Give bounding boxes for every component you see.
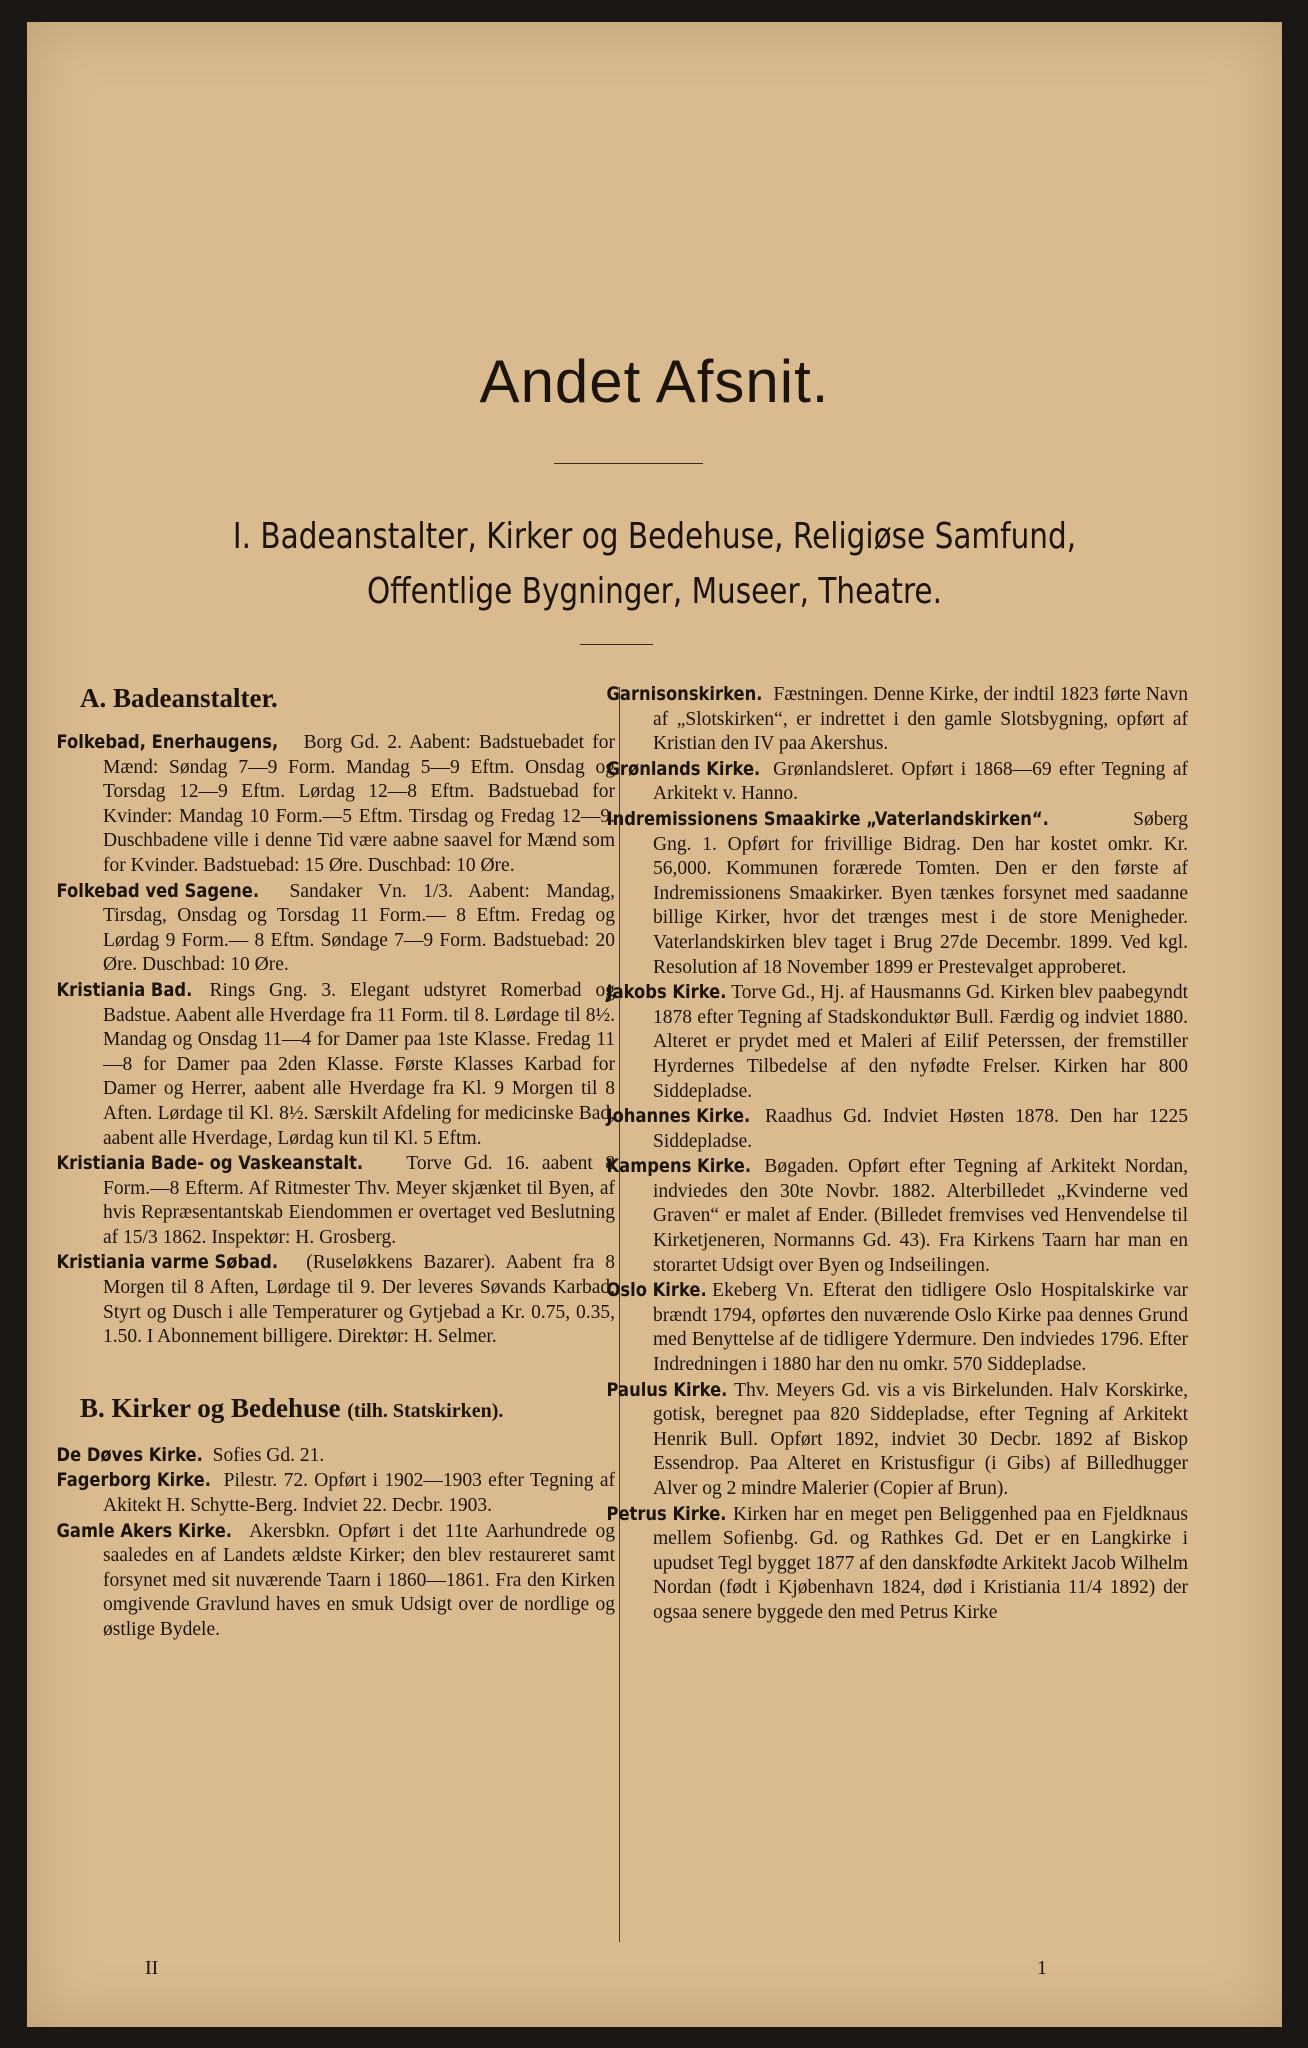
page-number: 1 (1037, 1957, 1047, 1979)
entry-text: Fæstningen. Denne Kirke, der indtil 1823 førte Navn af „Slotskirken“, er indrettet i den gamle Slotsbygning, opført af Kristian den IV paa Akershus. (653, 684, 1188, 755)
title-divider (554, 463, 703, 464)
entry-text: Thv. Meyers Gd. vis a vis Birkelunden. Halv Korskirke, gotisk, beregnet paa 820 Siddepladse, efter Tegning af Arkitekt Henrik Bull. Opført 1892, indviet 30 Decbr. 1892 af Biskop Essendrop. Paa Alteret en Kristusfigur (i Gibs) af Billedhugger Alver og 2 mindre Malerier (Copier af Brun). (653, 1379, 1188, 1499)
subheading-kirker-text: B. Kirker og Bedehuse (80, 1392, 341, 1423)
bath-entries (56, 730, 615, 1350)
entry (606, 807, 1188, 980)
entry-text: Bøgaden. Opført efter Tegning af Arkitekt Nordan, indviedes den 30te Novbr. 1882. Alterbilledet „Kvinderne ved Graven“ er malet af Ender. (Billedet fremvises ved Henvendelse til Kirketjeneren, Normanns Gd. 43). Fra Kirkens Taarn har man en storartet Udsigt over Byen og Indseilingen. (653, 1156, 1188, 1276)
entry-text: Rings Gng. 3. Elegant udstyret Romerbad og Badstue. Aabent alle Hverdage fra 11 Form. til 8. Lørdage til 8½. Mandag og Onsdag 11—4 for Damer paa 1ste Klasse. Fredag 11—8 for Damer paa 2den Klasse. Første Klasses Karbad for Damer og Herrer, aabent alle Hverdage fra Kl. 9 Morgen til 8 Aften. Lørdage til Kl. 8½. Særskilt Afdeling for medicinske Bad, aabent alle Hverdage, Lørdag kun til Kl. 5 Eftm. (103, 979, 615, 1149)
entry (56, 1443, 615, 1469)
entry-text: Kirken har en meget pen Beliggenhed paa en Fjeldknaus mellem Sofienbg. Gd. og Rathkes Gd. Det er en Langkirke i upudset Tegl bygget 1877 af den danskfødte Arkitekt Jacob Wilhelm Nordan (født i Kjøbenhavn 1824, død i Kristiania 11/4 1892) der ogsaa senere byggede den med Petrus Kirke (653, 1503, 1188, 1623)
entry-name: Johannes Kirke. (606, 1105, 751, 1128)
entry-name: Petrus Kirke. (606, 1502, 727, 1525)
book-page (27, 22, 1282, 2027)
entry (606, 980, 1188, 1104)
entry-name: Folkebad ved Sagene. (56, 879, 260, 902)
entry (56, 1250, 615, 1349)
entry-name: Oslo Kirke. (606, 1279, 707, 1302)
entry-name: Gamle Akers Kirke. (56, 1519, 233, 1542)
entry-text: Grønlandsleret. Opført i 1868—69 efter Tegning af Arkitekt v. Hanno. (653, 758, 1188, 805)
church-entries-left (56, 1443, 615, 1643)
entry (606, 682, 1188, 757)
entry-text: Sofies Gd. 21. (207, 1444, 325, 1466)
entry (606, 757, 1188, 807)
entry (56, 1151, 615, 1250)
entry-name: Jakobs Kirke. (606, 981, 727, 1004)
entry (606, 1378, 1188, 1502)
entry-text: Torve Gd. 16. aabent 8 Form.—8 Efterm. Af Ritmester Thv. Meyer skjænket til Byen, af hvis Repræsentantskab Eiendommen er overtaget ved Beslutning af 15/3 1862. Inspektør: H. Grosberg. (103, 1153, 615, 1248)
entry-name: Grønlands Kirke. (606, 757, 761, 780)
entry (56, 730, 615, 879)
entry-name: De Døves Kirke. (56, 1443, 203, 1466)
entry-name: Indremissionens Smaakirke „Vaterlandskirken“. (606, 807, 1049, 830)
entry (56, 978, 615, 1151)
entry-name: Fagerborg Kirke. (56, 1469, 211, 1492)
entry-text: Sandaker Vn. 1/3. Aabent: Mandag, Tirsdag, Onsdag og Torsdag 11 Form.— 8 Eftm. Fredag og Lørdag 9 Form.— 8 Eftm. Søndage 7—9 Form. Badstuebad: 20 Øre. Duschbad: 10 Øre. (103, 880, 615, 976)
entry-name: Folkebad, Enerhaugens, (56, 731, 279, 753)
section-title-line2: Offentlige Bygninger, Museer, Theatre. (367, 571, 942, 612)
subheading-kirker-note: (tilh. Statskirken). (347, 1399, 504, 1422)
entry-text: Ekeberg Vn. Efterat den tidligere Oslo Hospitalskirke var brændt 1794, opførtes den nuværende Oslo Kirke paa dennes Grund med Benyttelse af de tidligere Ydermure. Den indviedes 1796. Efter Indredningen i 1880 har den nu omkr. 570 Siddepladse. (653, 1280, 1188, 1376)
entry-name: Kampens Kirke. (606, 1155, 752, 1178)
entry-name: Kristiania varme Søbad. (56, 1251, 279, 1274)
entry-name: Garnisonskirken. (606, 683, 763, 705)
entry (56, 1519, 615, 1643)
church-entries-right (606, 682, 1188, 1626)
column-divider (619, 687, 620, 1942)
left-column (56, 682, 615, 1643)
entry-text: Raadhus Gd. Indviet Høsten 1878. Den har 1225 Siddepladse. (653, 1106, 1188, 1152)
section-title-line1: I. Badeanstalter, Kirker og Bedehuse, Religiøse Samfund, (232, 516, 1077, 557)
entry (606, 1502, 1188, 1626)
entry-text: Borg Gd. 2. Aabent: Badstuebadet for Mænd: Søndag 7—9 Form. Mandag 5—9 Eftm. Onsdag og Torsdag 12—9 Eftm. Lørdag 12—8 Eftm. Badstuebad for Kvinder: Mandag 10 Form.—5 Eftm. Tirsdag og Fredag 12—9. Duschbadene ville i denne Tid være aabne saavel for Mænd som for Kvinder. Badstuebad: 15 Øre. Duschbad: 10 Øre. (103, 732, 615, 876)
entry-text: Akersbkn. Opført i det 11te Aarhundrede og saaledes en af Landets ældste Kirker; den blev restaureret samt forsynet med sit nuværende Taarn i 1860—1861. Fra den Kirken omgivende Gravlund haves en smuk Udsigt over de nordlige og østlige Bydele. (103, 1520, 615, 1640)
entry-text: Søberg Gng. 1. Opført for frivillige Bidrag. Den har kostet omkr. Kr. 56,000. Kommunen forærede Tomten. Den er den første af Indremissionens Smaakirker. Byen tænkes forsynet med saadanne billige Kirker, hvor det trænges mest i de store Menigheder. Vaterlandskirken blev taget i Brug 27de Decembr. 1899. Ved kgl. Resolution af 18 November 1899 er Prestevalget approberet. (653, 808, 1188, 978)
subheading-kirker (80, 1392, 615, 1427)
entry-name: Kristiania Bade- og Vaskeanstalt. (56, 1152, 364, 1175)
entry (56, 1468, 615, 1518)
entry-text: Pilestr. 72. Opført i 1902—1903 efter Tegning af Akitekt H. Schytte-Berg. Indviet 22. Decbr. 1903. (103, 1470, 615, 1517)
signature-mark: II (145, 1957, 159, 1979)
subheading-badeanstalter: A. Badeanstalter. (80, 683, 278, 713)
entry-text: (Ruseløkkens Bazarer). Aabent fra 8 Morgen til 8 Aften, Lørdage til 9. Der leveres Søvands Karbad, Styrt og Dusch i alle Temperaturer og Gytjebad a Kr. 0.75, 0.35, 1.50. I Abonnement billigere. Direktør: H. Selmer. (103, 1252, 615, 1348)
page-title: Andet Afsnit. (479, 348, 830, 415)
entry (606, 1278, 1188, 1377)
entry (56, 879, 615, 978)
entry (606, 1104, 1188, 1154)
right-column (606, 682, 1188, 1626)
entry-name: Kristiania Bad. (56, 978, 193, 1001)
entry-name: Paulus Kirke. (606, 1378, 728, 1401)
entry-text: Torve Gd., Hj. af Hausmanns Gd. Kirken blev paabegyndt 1878 efter Tegning af Stadskonduktør Bull. Færdig og indviet 1880. Alteret er prydet med et Maleri af Eilif Peterssen, der fremstiller Hyrdernes Tilbedelse af den nyfødte Frelser. Kirken har 800 Siddepladse. (653, 982, 1188, 1102)
section-divider (580, 644, 653, 645)
entry (606, 1154, 1188, 1278)
